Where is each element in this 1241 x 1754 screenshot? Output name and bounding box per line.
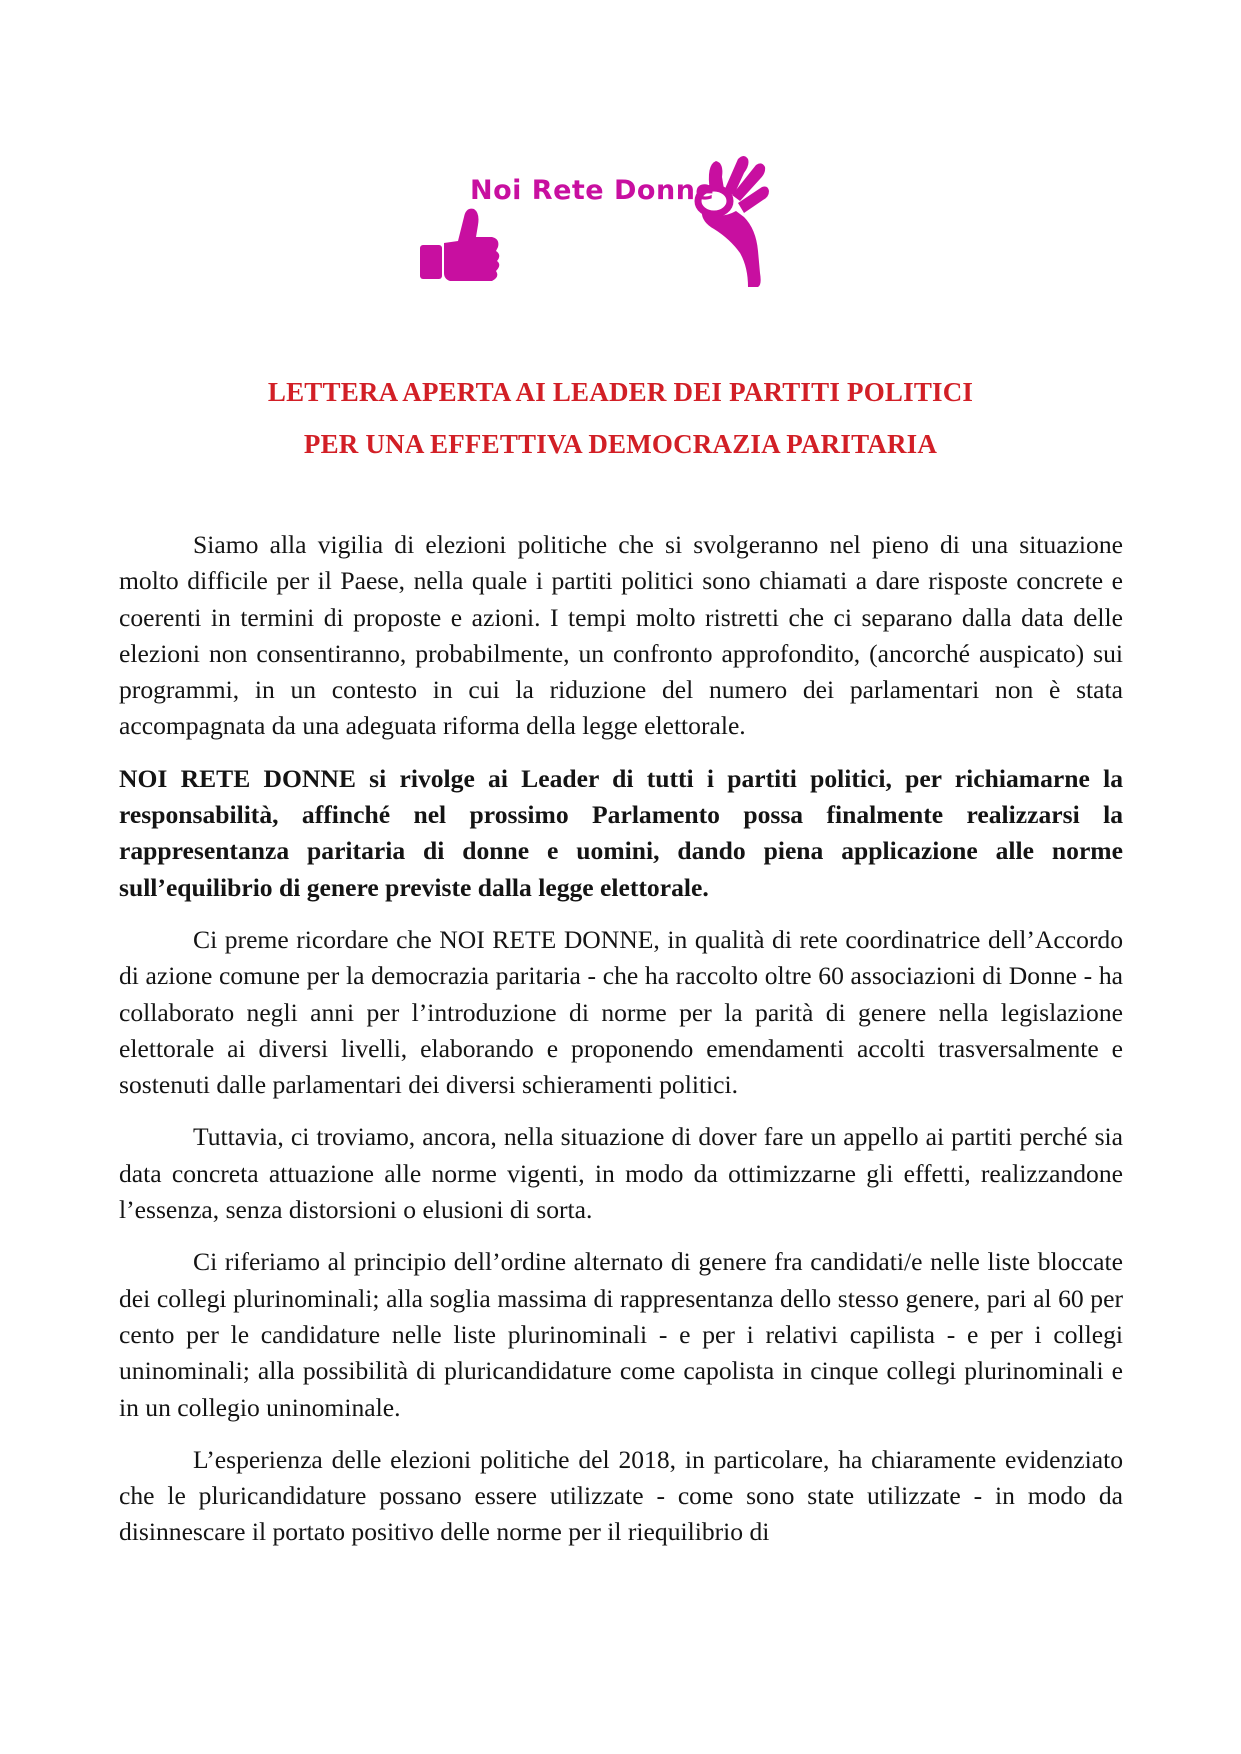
logo-text: Noi Rete Donne <box>470 175 715 206</box>
thumbs-up-hand-icon <box>420 209 499 281</box>
letter-title-block <box>0 366 1241 470</box>
paragraph-intro: Siamo alla vigilia di elezioni politiche che si svolgeranno nel pieno di una situazione molto difficile per il Paese, nella quale i partiti politici sono chiamati a dare risposte concrete e coerenti in termini di proposte e azioni. I tempi molto ristretti che ci separano dalla data delle elezioni non consentiranno, probabilmente, un confronto approfondito, (ancorché auspicato) sui programmi, in un contesto in cui la riduzione del numero dei parlamentari non è stata accompagnata da una adeguata riforma della legge elettorale. <box>119 530 1123 741</box>
paragraph-network-history: Ci preme ricordare che NOI RETE DONNE, in qualità di rete coordinatrice dell’Accordo di azione comune per la democrazia paritaria - che ha raccolto oltre 60 associazioni di Donne - ha collaborato negli anni per l’introduzione di norme per la parità di genere nella legislazione elettorale ai diversi livelli, elaborando e proponendo emendamenti accolti trasversalmente e sostenuti dalle parlamentari dei diversi schieramenti politici. <box>119 924 1123 1100</box>
logo-graphic <box>418 155 818 295</box>
letter-title-line-1: LETTERA APERTA AI LEADER DEI PARTITI POLITICI <box>267 377 974 407</box>
paragraph-electoral-rules: Ci riferiamo al principio dell’ordine alternato di genere fra candidati/e nelle liste bloccate dei collegi plurinominali; alla soglia massima di rappresentanza dello stesso genere, pari al 60 per cento per le candidature nelle liste plurinominali - e per i relativi capilista - e per i collegi uninominali; alla possibilità di pluricandidature come capolista in cinque collegi plurinominali e in un collegio uninominale. <box>119 1247 1123 1422</box>
paragraph-2018-experience: L’esperienza delle elezioni politiche del 2018, in particolare, ha chiaramente evidenziato che le pluricandidature possano essere utilizzate - come sono state utilizzate - in modo da disinnescare il portato positivo delle norme per il riequilibrio di <box>119 1444 1123 1547</box>
paragraph-current-appeal: Tuttavia, ci troviamo, ancora, nella situazione di dover fare un appello ai partiti perché sia data concreta attuazione alle norme vigenti, in modo da ottimizzarne gli effetti, realizzandone l’essenza, senza distorsioni o elusioni di sorta. <box>119 1122 1123 1225</box>
paragraph-appeal-bold: NOI RETE DONNE si rivolge ai Leader di tutti i partiti politici, per richiamarne la responsabilità, affinché nel prossimo Parlamento possa finalmente realizzarsi la rappresentanza paritaria di donne e uomini, dando piena applicazione alle norme sull’equilibrio di genere previste dalla legge elettorale. <box>119 763 1123 902</box>
letter-body <box>119 527 1123 1567</box>
noi-rete-donne-logo <box>418 155 818 295</box>
letter-title-line-2: PER UNA EFFETTIVA DEMOCRAZIA PARITARIA <box>303 429 938 459</box>
